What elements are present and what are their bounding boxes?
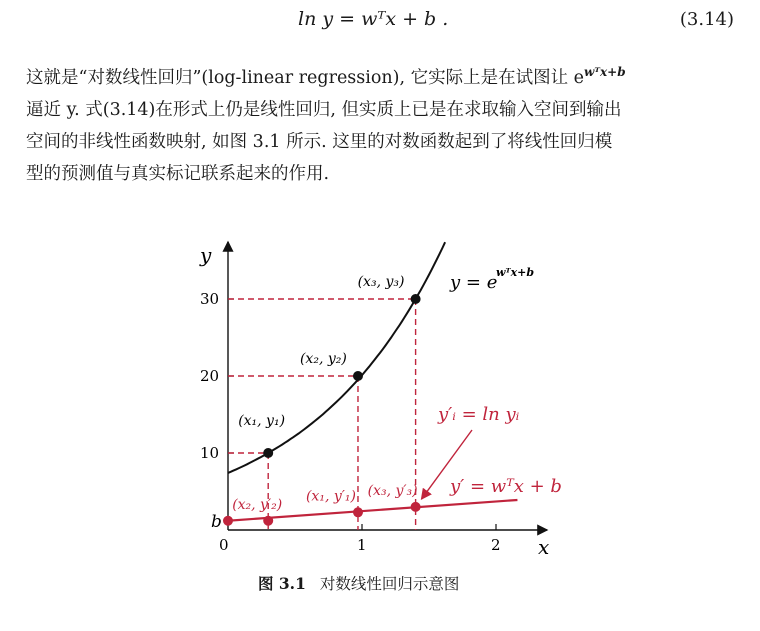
paragraph-line [26,56,742,94]
data-point [411,502,421,512]
caption-text: 对数线性回归示意图 [319,575,460,593]
data-point [353,371,363,381]
paragraph-line-text: 这就是“对数线性回归”(log-linear regression), 它实际上是在试图让 e [26,67,585,88]
y-tick-label: 10 [200,444,220,462]
point-label: (x₂, y′₂) [232,496,283,513]
data-point [411,294,421,304]
y-axis-label: y [200,243,212,267]
equation-formula: ln y = wᵀx + b . [298,8,449,30]
figure-caption [258,572,459,594]
paragraph-line: 空间的非线性函数映射, 如图 3.1 所示. 这里的对数函数起到了将线性回归模 [26,131,613,152]
x-tick-label: 2 [491,536,501,554]
equation-number: (3.14) [679,9,734,30]
curve-exponent: wᵀx+b [496,266,535,279]
x-axis-label: x [538,535,550,559]
body-paragraph [26,56,742,190]
x-tick-label: 0 [219,536,229,554]
y-tick-label: 30 [200,290,220,308]
b-label: b [211,511,222,532]
chart [0,230,760,570]
line-label: y′ = wᵀx + b [450,476,562,497]
data-point [263,516,273,526]
point-label: (x₁, y₁) [238,413,286,429]
data-point [223,516,233,526]
paragraph-line: 型的预测值与真实标记联系起来的作用. [26,163,330,184]
point-label: (x₁, y′₁) [305,488,357,505]
exponent: wᵀx+b [584,65,626,79]
curve-label: y = e [450,272,498,293]
equation-row [0,8,760,34]
y-tick-label: 20 [200,367,220,385]
data-point [353,507,363,517]
annotation-label: y′ᵢ = ln yᵢ [438,404,520,425]
x-tick-label: 1 [357,536,367,554]
paragraph-line: 逼近 y. 式(3.14)在形式上仍是线性回归, 但实质上已是在求取输入空间到输出 [26,99,622,120]
point-label: (x₃, y₃) [357,274,405,290]
data-point [263,448,273,458]
caption-label: 图 3.1 [258,574,306,593]
point-label: (x₂, y₂) [299,351,347,367]
point-label: (x₃, y′₃) [367,482,418,499]
